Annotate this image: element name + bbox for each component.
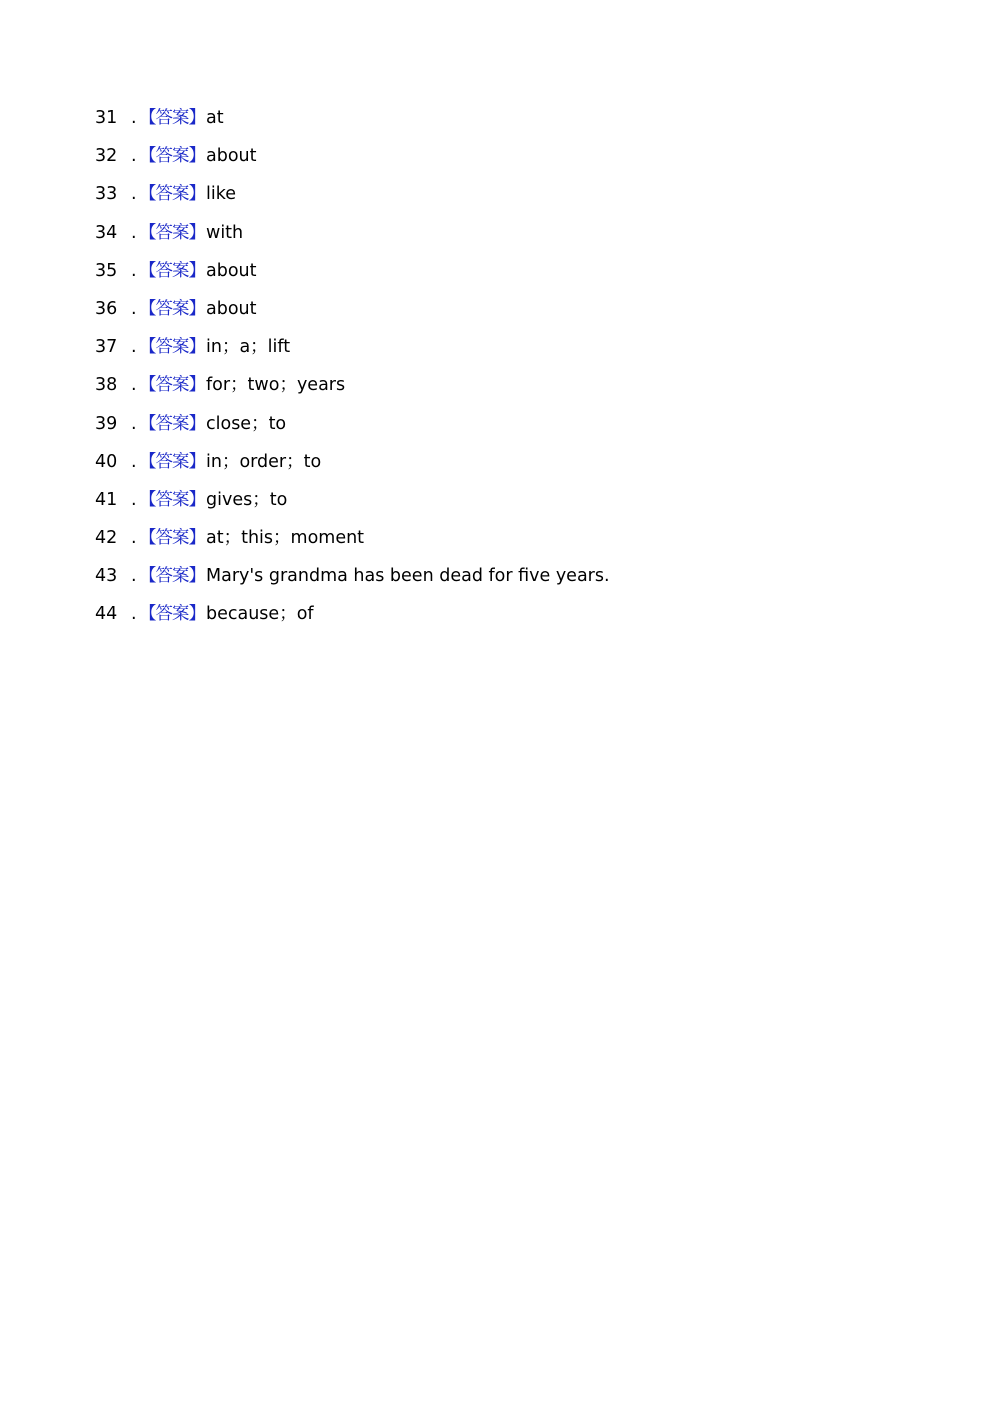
number-dot: .	[131, 451, 137, 472]
answer-tag: 【答案】	[139, 146, 205, 167]
number-dot: .	[131, 184, 137, 205]
answer-list	[95, 105, 610, 640]
answer-item-36	[95, 296, 610, 334]
question-number: 40	[95, 451, 118, 472]
answer-tag: 【答案】	[139, 108, 205, 128]
answer-item-37	[95, 334, 610, 372]
answer-text: in；order；to	[206, 451, 322, 472]
number-dot: .	[131, 222, 137, 243]
question-number: 34	[95, 222, 118, 243]
answer-item-34	[95, 220, 610, 258]
answer-tag: 【答案】	[139, 566, 205, 587]
number-dot: .	[131, 108, 137, 128]
answer-tag: 【答案】	[139, 184, 205, 205]
answer-tag: 【答案】	[139, 260, 205, 281]
answer-tag: 【答案】	[139, 298, 205, 319]
answer-tag: 【答案】	[139, 413, 205, 434]
number-dot: .	[131, 489, 137, 510]
answer-text: because；of	[206, 604, 314, 625]
question-number: 33	[95, 184, 118, 205]
answer-item-35	[95, 258, 610, 296]
answer-tag: 【答案】	[139, 489, 205, 510]
number-dot: .	[131, 375, 137, 396]
number-dot: .	[131, 566, 137, 587]
question-number: 41	[95, 489, 118, 510]
number-dot: .	[131, 298, 137, 319]
answer-item-42	[95, 525, 610, 563]
answer-tag: 【答案】	[139, 604, 205, 625]
answer-text: with	[206, 222, 244, 243]
answer-text: about	[206, 260, 257, 281]
number-dot: .	[131, 260, 137, 281]
answer-tag: 【答案】	[139, 222, 205, 243]
number-dot: .	[131, 528, 137, 549]
number-dot: .	[131, 604, 137, 625]
answer-text: at	[206, 108, 224, 128]
question-number: 39	[95, 413, 118, 434]
answer-item-44	[95, 601, 610, 639]
answer-item-39	[95, 411, 610, 449]
answer-item-41	[95, 487, 610, 525]
answer-item-43	[95, 563, 610, 601]
question-number: 36	[95, 298, 118, 319]
answer-tag: 【答案】	[139, 528, 205, 549]
answer-text: Mary's grandma has been dead for five years.	[206, 566, 610, 587]
answer-tag: 【答案】	[139, 337, 205, 358]
question-number: 35	[95, 260, 118, 281]
question-number: 38	[95, 375, 118, 396]
question-number: 32	[95, 146, 118, 167]
answer-item-38	[95, 372, 610, 410]
question-number: 42	[95, 528, 118, 549]
question-number: 37	[95, 337, 118, 358]
answer-text: for；two；years	[206, 375, 346, 396]
number-dot: .	[131, 337, 137, 358]
answer-item-32	[95, 143, 610, 181]
answer-item-33	[95, 181, 610, 219]
answer-text: gives；to	[206, 489, 288, 510]
answer-item-31	[95, 105, 610, 143]
answer-text: in；a；lift	[206, 337, 291, 358]
answer-tag: 【答案】	[139, 451, 205, 472]
answer-text: close；to	[206, 413, 287, 434]
answer-text: about	[206, 146, 257, 167]
number-dot: .	[131, 146, 137, 167]
answer-tag: 【答案】	[139, 375, 205, 396]
answer-text: at；this；moment	[206, 528, 365, 549]
number-dot: .	[131, 413, 137, 434]
answer-text: like	[206, 184, 237, 205]
answer-item-40	[95, 449, 610, 487]
question-number: 43	[95, 566, 118, 587]
question-number: 31	[95, 108, 118, 128]
answer-text: about	[206, 298, 257, 319]
question-number: 44	[95, 604, 118, 625]
